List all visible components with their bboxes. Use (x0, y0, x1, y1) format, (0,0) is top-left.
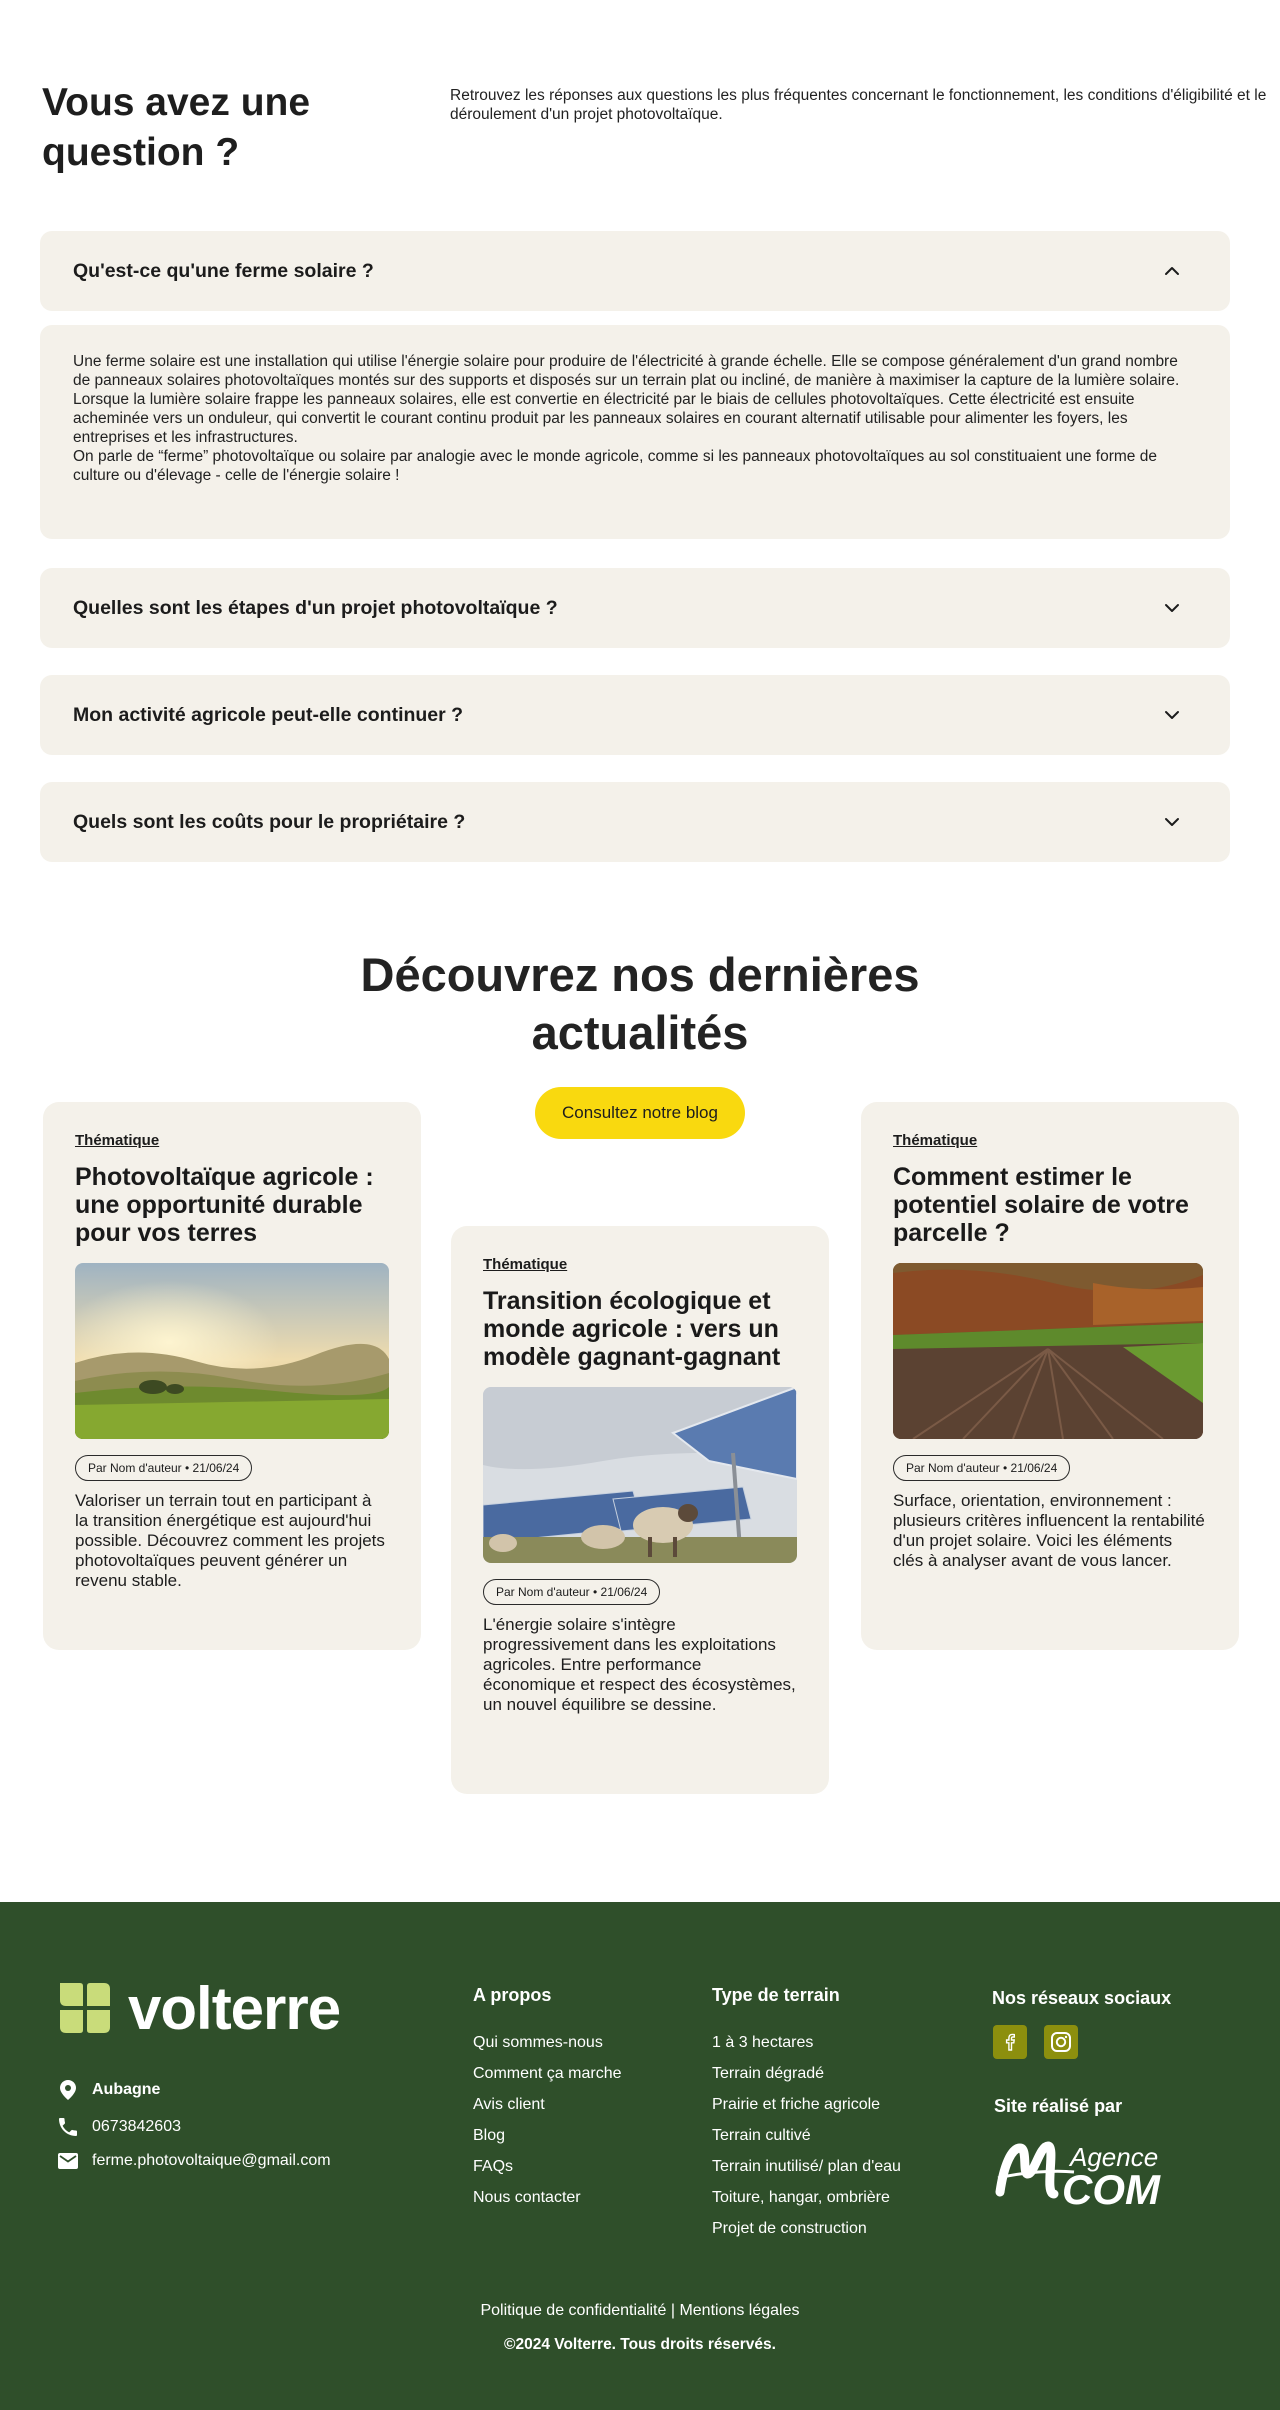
card-image-green-hills[interactable] (75, 1263, 389, 1439)
made-by-title: Site réalisé par (994, 2096, 1123, 2116)
facebook-button[interactable] (993, 2025, 1027, 2059)
card-author-date: Par Nom d'auteur • 21/06/24 (75, 1455, 252, 1481)
faq-intro: Retrouvez les réponses aux questions les plus fréquentes concernant le fonctionnement, les conditions d'éligibilité et le déroulement d'un projet photovoltaïque. (450, 87, 1267, 123)
logo-wordmark: volterre (128, 1974, 341, 2042)
faq-question-label: Quelles sont les étapes d'un projet photovoltaïque ? (73, 596, 558, 619)
footer-link-avis-client[interactable]: Avis client (473, 2096, 545, 2113)
footer-link-terrain[interactable]: Terrain inutilisé/ plan d'eau (712, 2158, 901, 2175)
agency-logo[interactable] (994, 2134, 1174, 2214)
legal-mentions-link[interactable]: Mentions légales (679, 2302, 800, 2319)
contact-email[interactable] (56, 2149, 331, 2173)
footer-about-column (473, 1985, 622, 2220)
footer-link-terrain[interactable]: Projet de construction (712, 2220, 867, 2237)
contact-location (56, 2078, 160, 2102)
card-image-sheep-solar[interactable] (483, 1387, 797, 1563)
card-title[interactable]: Photovoltaïque agricole : une opportunité durable pour vos terres (75, 1163, 374, 1247)
card-author-date: Par Nom d'auteur • 21/06/24 (893, 1455, 1070, 1481)
faq-item-activite-agricole (40, 675, 1230, 755)
faq-answer-panel (40, 325, 1230, 539)
faq-question-button[interactable] (40, 675, 1230, 755)
faq-question-button[interactable] (40, 782, 1230, 862)
card-image-plowed-field[interactable] (893, 1263, 1203, 1439)
faq-title: Vous avez une question ? (42, 81, 311, 174)
footer-link-faqs[interactable]: FAQs (473, 2158, 514, 2175)
site-footer (0, 1902, 1280, 2410)
contact-phone-number[interactable]: 0673842603 (92, 2118, 181, 2135)
card-theme-link[interactable]: Thématique (893, 1132, 978, 1149)
footer-link-blog[interactable]: Blog (473, 2127, 506, 2144)
contact-email-address[interactable]: ferme.photovoltaique@gmail.com (92, 2152, 331, 2169)
faq-item-couts (40, 782, 1230, 862)
faq-question-label: Mon activité agricole peut-elle continuer ? (73, 703, 464, 726)
footer-link-terrain[interactable]: Prairie et friche agricole (712, 2096, 881, 2113)
social-title: Nos réseaux sociaux (992, 1988, 1172, 2008)
instagram-button[interactable] (1044, 2025, 1078, 2059)
footer-terrain-title: Type de terrain (712, 1985, 840, 2005)
faq-item-etapes (40, 568, 1230, 648)
news-card[interactable] (451, 1226, 829, 1794)
card-theme-link[interactable]: Thématique (483, 1256, 568, 1273)
facebook-icon (1000, 2032, 1020, 2052)
phone-icon (56, 2115, 80, 2139)
agency-logo-top: Agence (1070, 2142, 1159, 2172)
privacy-policy-link[interactable]: Politique de confidentialité (480, 2302, 667, 2319)
footer-link-terrain[interactable]: 1 à 3 hectares (712, 2034, 814, 2051)
card-title[interactable]: Transition écologique et monde agricole : vers un modèle gagnant-gagnant (483, 1287, 781, 1371)
volterre-logo[interactable] (56, 1974, 376, 2042)
faq-question-label: Qu'est-ce qu'une ferme solaire ? (73, 259, 374, 282)
card-author-date: Par Nom d'auteur • 21/06/24 (483, 1579, 660, 1605)
news-card[interactable] (861, 1102, 1239, 1650)
leaf-logo-icon (56, 1979, 114, 2037)
footer-link-terrain[interactable]: Terrain cultivé (712, 2127, 811, 2144)
chevron-down-icon[interactable] (1162, 812, 1182, 832)
footer-about-title: A propos (473, 1985, 552, 2005)
faq-question-button[interactable] (40, 231, 1230, 311)
contact-city: Aubagne (92, 2081, 161, 2098)
contact-phone[interactable] (56, 2115, 181, 2139)
copyright: ©2024 Volterre. Tous droits réservés. (504, 2336, 776, 2353)
card-excerpt: Surface, orientation, environnement : plusieurs critères influencent la rentabilité d'un projet solaire. Voici les éléments clés à analyser avant de vous lancer. (893, 1491, 1205, 1570)
blog-button[interactable]: Consultez notre blog (535, 1087, 745, 1139)
faq-answer-paragraph: On parle de “ferme” photovoltaïque ou solaire par analogie avec le monde agricole, comme si les panneaux photovoltaïques au sol constituaient une forme de culture ou d'élevage - celle de l'énergie solaire ! (73, 448, 1157, 484)
card-title[interactable]: Comment estimer le potentiel solaire de votre parcelle ? (893, 1163, 1189, 1247)
mail-icon (56, 2149, 80, 2173)
legal-links (0, 2302, 1280, 2320)
faq-question-button[interactable] (40, 568, 1230, 648)
instagram-icon (1050, 2031, 1072, 2053)
chevron-up-icon[interactable] (1162, 261, 1182, 281)
footer-link-nous-contacter[interactable]: Nous contacter (473, 2189, 581, 2206)
footer-link-terrain[interactable]: Terrain dégradé (712, 2065, 825, 2082)
location-pin-icon (56, 2078, 80, 2102)
card-excerpt: L'énergie solaire s'intègre progressivement dans les exploitations agricoles. Entre performance économique et respect des écosystèmes, un nouvel équilibre se dessine. (483, 1615, 796, 1714)
faq-item-ferme-solaire (40, 231, 1230, 311)
chevron-down-icon[interactable] (1162, 598, 1182, 618)
agency-logo-bottom: COM (1062, 2166, 1160, 2213)
chevron-down-icon[interactable] (1162, 705, 1182, 725)
card-theme-link[interactable]: Thématique (75, 1132, 160, 1149)
card-excerpt: Valoriser un terrain tout en participant à la transition énergétique est aujourd'hui possible. Découvrez comment les projets photovoltaïques peuvent générer un revenu stable. (75, 1491, 385, 1590)
footer-link-qui-sommes-nous[interactable]: Qui sommes-nous (473, 2034, 603, 2051)
footer-link-terrain[interactable]: Toiture, hangar, ombrière (712, 2189, 890, 2206)
news-title: Découvrez nos dernières actualités (360, 948, 920, 1059)
faq-answer-paragraph: Une ferme solaire est une installation qui utilise l'énergie solaire pour produire de l'électricité à grande échelle. Elle se compose généralement d'un grand nombre de panneaux solaires photovoltaïques montés sur des supports et disposés sur un terrain plat ou incliné, de manière à maximiser la capture de la lumière solaire. (73, 353, 1180, 389)
news-card[interactable] (43, 1102, 421, 1650)
faq-header (42, 78, 1267, 178)
legal-separator: | (666, 2302, 680, 2319)
footer-terrain-column (712, 1985, 901, 2251)
faq-answer-paragraph: Lorsque la lumière solaire frappe les panneaux solaires, elle est convertie en électricité par le biais de cellules photovoltaïques. Cette électricité est ensuite acheminée vers un onduleur, qui convertit le courant continu produit par les panneaux solaires en courant alternatif utilisable pour alimenter les foyers, les entreprises et les infrastructures. (73, 391, 1135, 446)
faq-question-label: Quels sont les coûts pour le propriétaire ? (73, 810, 466, 833)
footer-link-comment-ca-marche[interactable]: Comment ça marche (473, 2065, 622, 2082)
